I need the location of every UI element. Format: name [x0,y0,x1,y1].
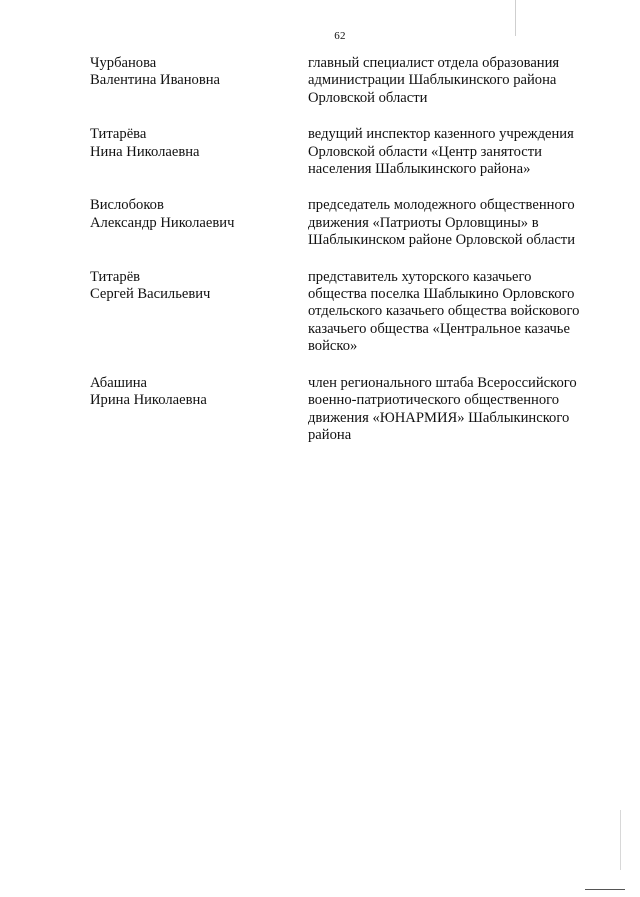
role-line: Шаблыкинском районе Орловской области [308,232,575,249]
role-line: района [308,426,352,443]
name-line: Нина Николаевна [90,143,200,160]
member-entry [90,269,610,356]
name-line: Титарёва [90,126,147,143]
name-line: Ирина Николаевна [90,392,207,409]
name-line: Вислобоков [90,197,164,214]
role-line: казачьего общества «Центральное казачье [308,320,570,337]
member-role [308,197,610,249]
name-line: Титарёв [90,268,141,285]
role-line: Орловской области «Центр занятости [308,143,542,160]
role-line: военно-патриотического общественного [308,392,560,409]
scan-artifact-line [620,810,621,870]
role-line: отдельского казачьего общества войскового [308,303,580,320]
member-name [90,375,308,410]
member-name [90,55,308,90]
member-entry [90,126,610,178]
role-line: член регионального штаба Всероссийского [308,374,577,391]
name-line: Чурбанова [90,55,157,71]
role-line: движения «ЮНАРМИЯ» Шаблыкинского [308,409,570,426]
role-line: населения Шаблыкинского района» [308,161,531,178]
member-role [308,269,610,356]
member-name [90,269,308,304]
scan-artifact-line [585,889,625,890]
name-line: Абашина [90,374,148,391]
role-line: председатель молодежного общественного [308,197,575,214]
role-line: ведущий инспектор казенного учреждения [308,126,574,143]
member-role [308,126,610,178]
role-line: представитель хуторского казачьего [308,268,532,285]
page-number: 62 [334,30,346,42]
name-line: Александр Николаевич [90,214,235,231]
role-line: движения «Патриоты Орловщины» в [308,214,539,231]
role-line: войско» [308,338,358,355]
role-line: администрации Шаблыкинского района [308,72,557,89]
name-line: Сергей Васильевич [90,286,211,303]
member-role [308,375,610,445]
member-entry [90,197,610,249]
member-entry [90,55,610,107]
member-role [308,55,610,107]
member-list [90,55,610,463]
member-entry [90,375,610,445]
role-line: главный специалист отдела образования [308,55,560,71]
name-line: Валентина Ивановна [90,72,221,89]
role-line: общества поселка Шаблыкино Орловского [308,286,575,303]
member-name [90,197,308,232]
member-name [90,126,308,161]
role-line: Орловской области [308,89,428,106]
